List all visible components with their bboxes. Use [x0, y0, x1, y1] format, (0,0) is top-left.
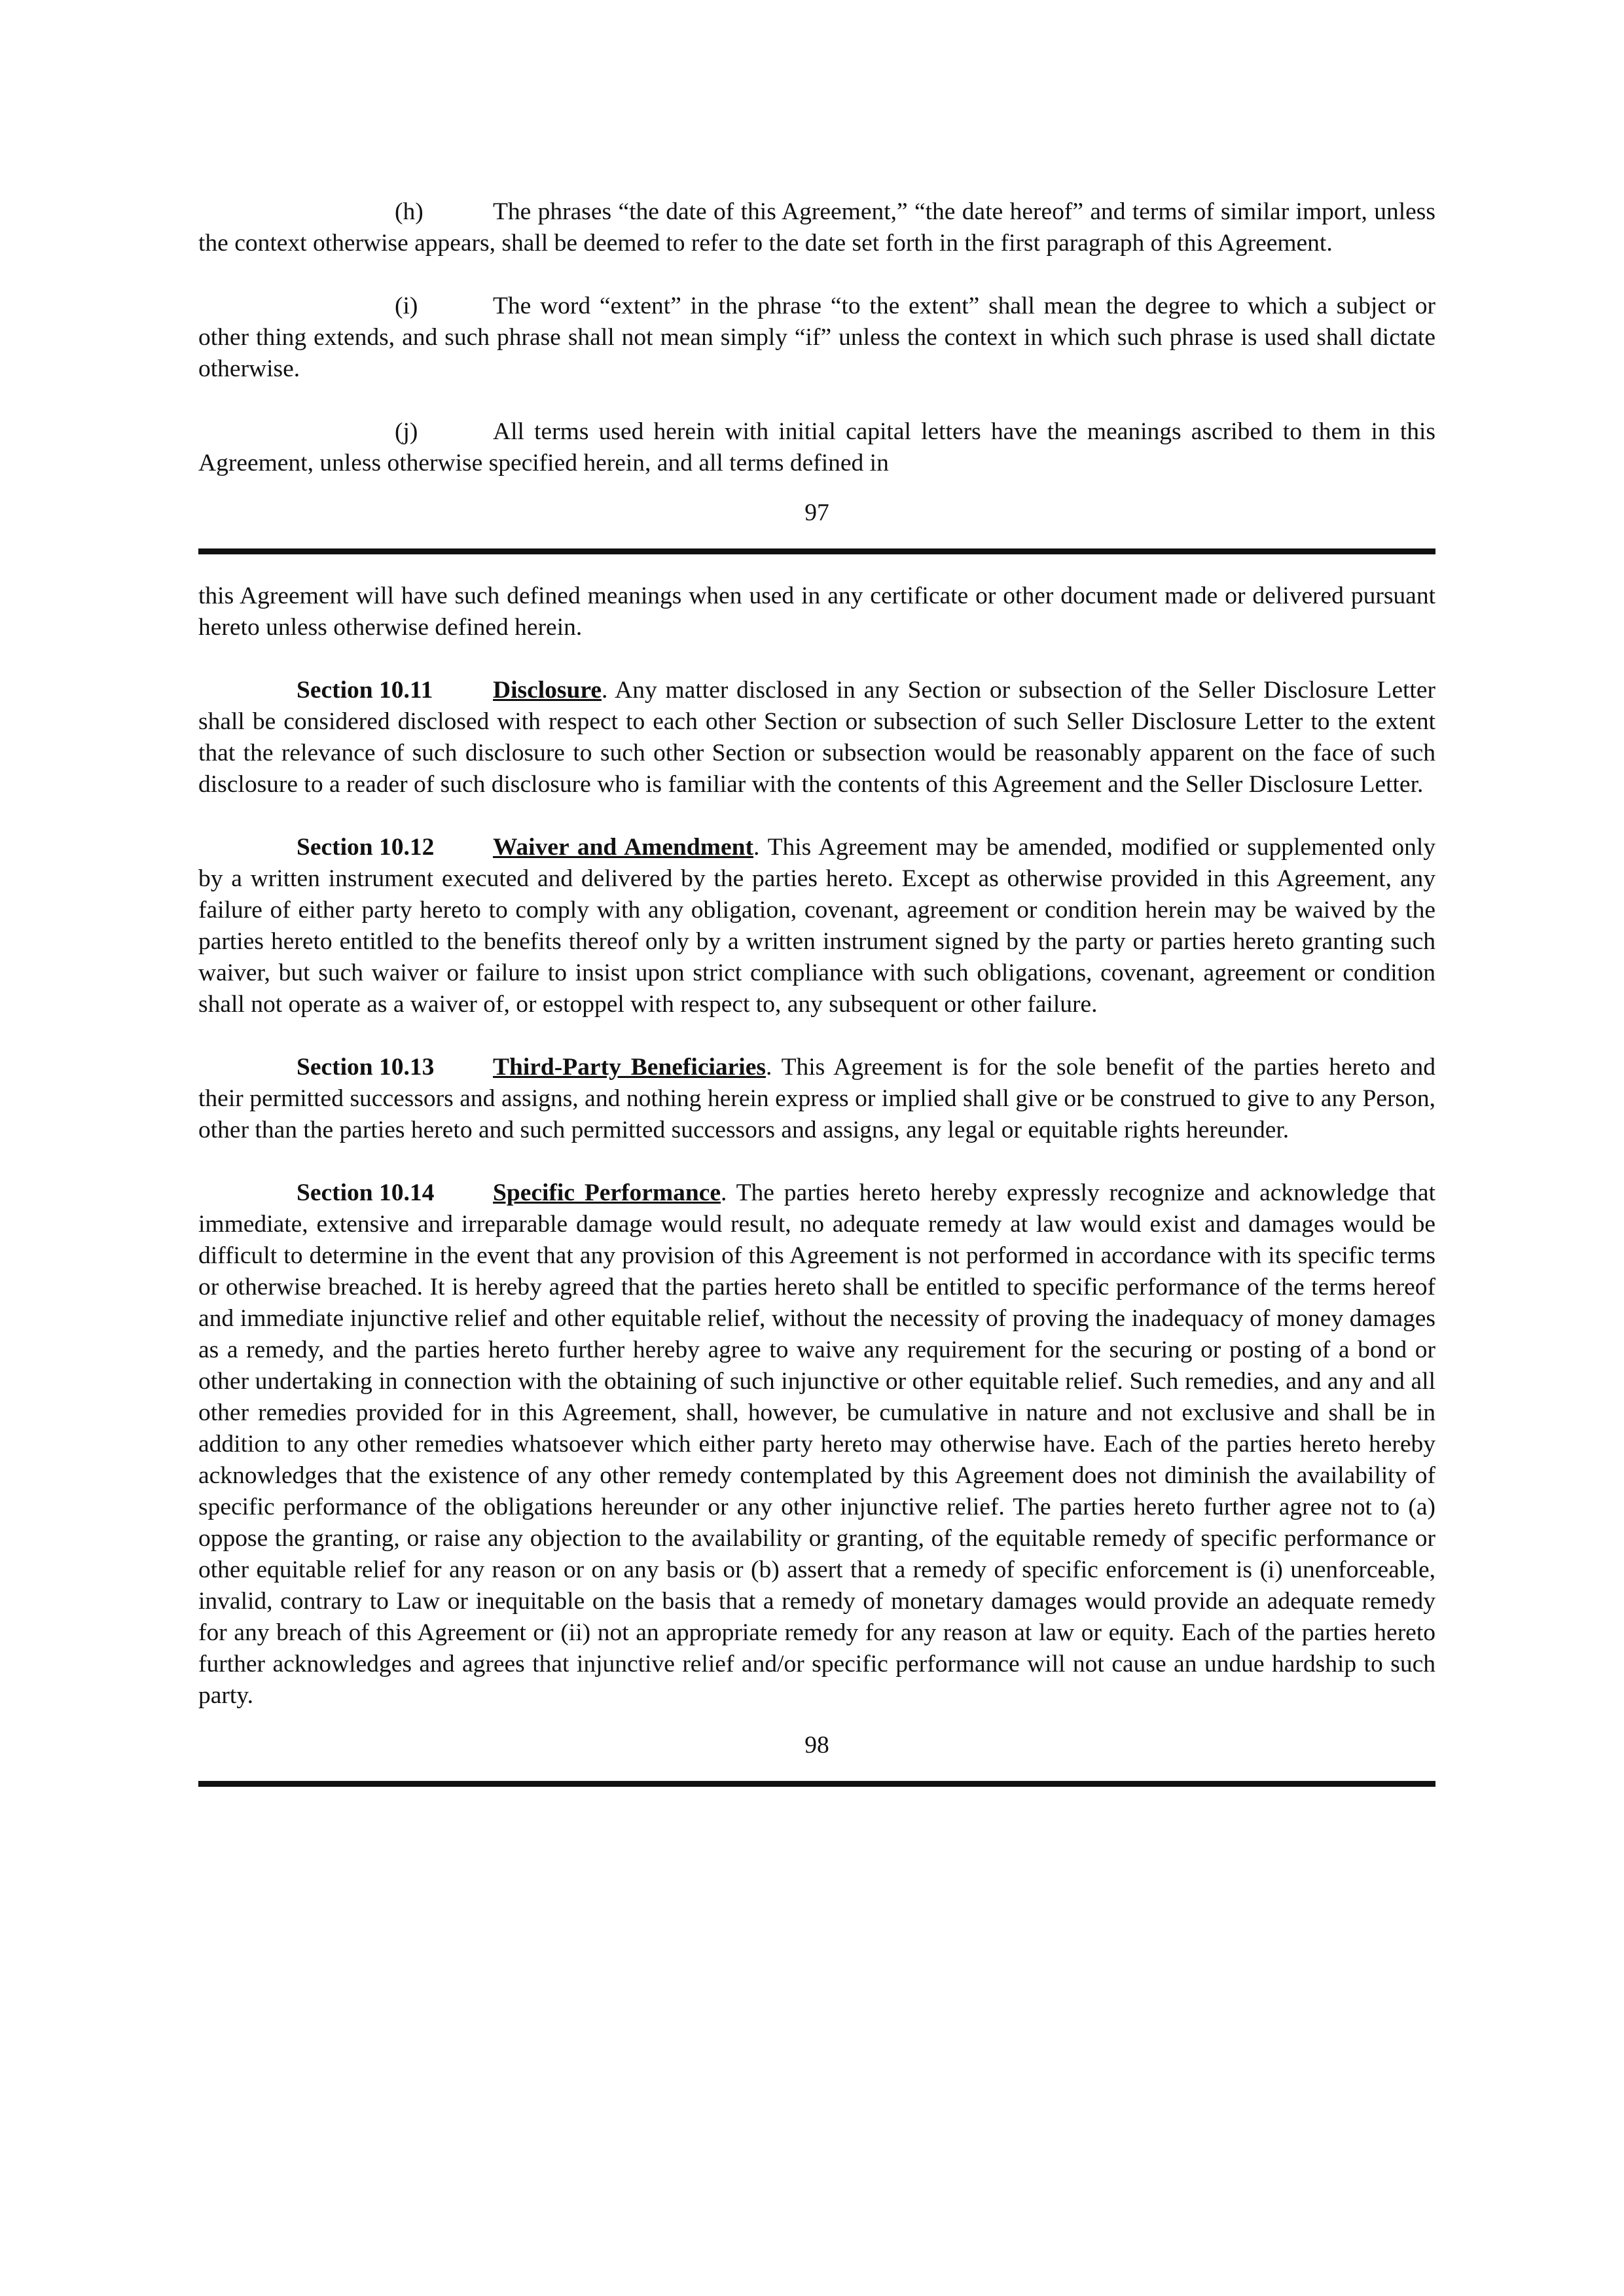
section-title: Specific Performance — [493, 1179, 721, 1206]
section-text: . The parties hereto hereby expressly recognize and acknowledge that immediate, extensive and irreparable damage would result, no adequate remedy at law would exist and damages would be difficult to determine in the event that any provision of this Agreement is not performed in accordance with its specific terms or otherwise breached. It is hereby agreed that the parties hereto shall be entitled to specific performance of the terms hereof and immediate injunctive relief and other equitable relief, without the necessity of proving the inadequacy of money damages as a remedy, and the parties hereto further hereby agree to waive any requirement for the securing or posting of a bond or other undertaking in connection with the obtaining of such injunctive or other equitable relief. Such remedies, and any and all other remedies provided for in this Agreement, shall, however, be cumulative in nature and not exclusive and shall be in addition to any other remedies whatsoever which either party hereto may otherwise have. Each of the parties hereto hereby acknowledges that the existence of any other remedy contemplated by this Agreement does not diminish the availability of specific performance of the obligations hereunder or any other injunctive relief. The parties hereto further agree not to (a) oppose the granting, or raise any objection to the availability or granting, of the equitable remedy of specific performance or other equitable relief for any reason or on any basis or (b) assert that a remedy of specific enforcement is (i) unenforceable, invalid, contrary to Law or inequitable on the basis that a remedy of monetary damages would provide an adequate remedy for any breach of this Agreement or (ii) not an appropriate remedy for any reason at law or equity. Each of the parties hereto further acknowledges and agrees that injunctive relief and/or specific performance will not cause an undue hardship to such party. — [198, 1179, 1435, 1709]
document-page — [198, 196, 1435, 1787]
clause-marker: (i) — [395, 293, 418, 319]
page-break-rule — [198, 548, 1435, 554]
section-number: Section 10.13 — [297, 1054, 435, 1081]
continuation-paragraph: this Agreement will have such defined meanings when used in any certificate or other document made or delivered pursuant hereto unless otherwise defined herein. — [198, 583, 1435, 641]
section-title: Third-Party Beneficiaries — [493, 1054, 766, 1081]
section-10-13 — [198, 1052, 1435, 1146]
section-text: . This Agreement is for the sole benefit of the parties hereto and their permitted successors and assigns, and nothing herein express or implied shall give or be construed to give to any Person, other than the parties hereto and such permitted successors and assigns, any legal or equitable rights hereunder. — [198, 1054, 1435, 1143]
section-text: . Any matter disclosed in any Section or subsection of the Seller Disclosure Letter shall be considered disclosed with respect to each other Section or subsection of such Seller Disclosure Letter to the extent that the relevance of such disclosure to such other Section or subsection would be reasonably apparent on the face of such disclosure to a reader of such disclosure who is familiar with the contents of this Agreement and the Seller Disclosure Letter. — [198, 677, 1435, 798]
clause-h — [198, 196, 1435, 259]
section-10-12 — [198, 832, 1435, 1020]
clause-text: The phrases “the date of this Agreement,” “the date hereof” and terms of similar import, unless the context otherwise appears, shall be deemed to refer to the date set forth in the first paragraph of this Agreement. — [198, 198, 1435, 257]
clause-marker: (h) — [395, 198, 424, 225]
section-text: . This Agreement may be amended, modified or supplemented only by a written instrument executed and delivered by the parties hereto. Except as otherwise provided in this Agreement, any failure of either party hereto to comply with any obligation, covenant, agreement or condition herein may be waived by the parties hereto entitled to the benefits thereof only by a written instrument signed by the party or parties hereto granting such waiver, but such waiver or failure to insist upon strict compliance with such obligations, covenant, agreement or condition shall not operate as a waiver of, or estoppel with respect to, any subsequent or other failure. — [198, 834, 1435, 1018]
section-number: Section 10.11 — [297, 677, 433, 704]
clause-marker: (j) — [395, 418, 418, 445]
clause-text: The word “extent” in the phrase “to the extent” shall mean the degree to which a subject or other thing extends, and such phrase shall not mean simply “if” unless the context in which such phrase is used shall dictate otherwise. — [198, 293, 1435, 382]
page-number: 98 — [804, 1732, 829, 1759]
page-number: 97 — [804, 499, 829, 526]
section-10-14 — [198, 1177, 1435, 1712]
section-number: Section 10.14 — [297, 1179, 435, 1206]
clause-text: All terms used herein with initial capital letters have the meanings ascribed to them in this Agreement, unless otherwise specified herein, and all terms defined in — [198, 418, 1435, 476]
section-number: Section 10.12 — [297, 834, 435, 861]
clause-j — [198, 416, 1435, 479]
page-break-rule — [198, 1781, 1435, 1787]
clause-i — [198, 291, 1435, 385]
section-title: Disclosure — [493, 677, 602, 704]
section-title: Waiver and Amendment — [493, 834, 753, 861]
section-10-11 — [198, 675, 1435, 800]
